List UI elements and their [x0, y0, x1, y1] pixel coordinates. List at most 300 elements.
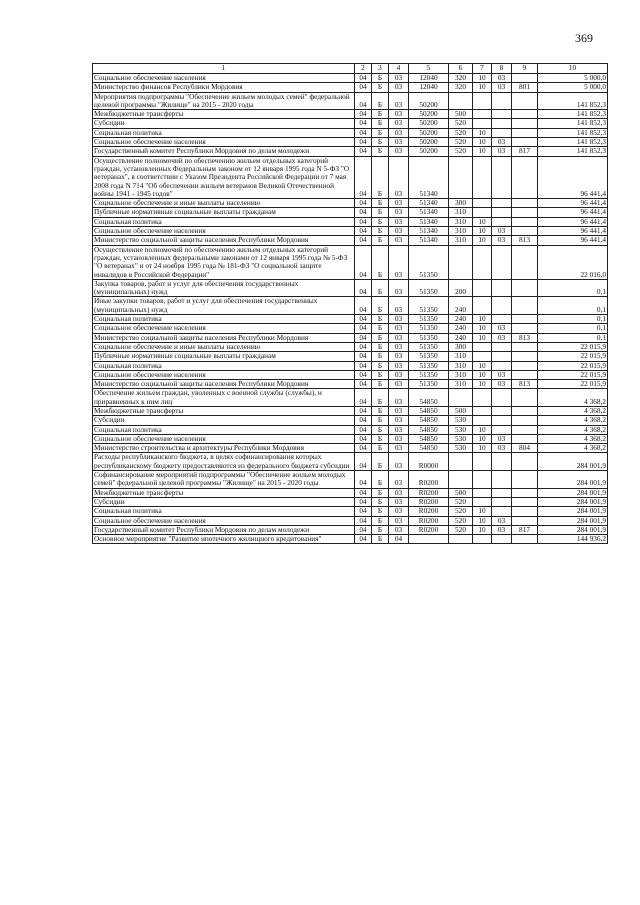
group-cell: 03	[389, 83, 409, 92]
row-name-cell: Социальная политика	[93, 315, 355, 324]
target-article-cell: 51340	[409, 217, 449, 226]
amount-cell: 4 368,2	[538, 425, 608, 434]
table-row	[93, 199, 608, 208]
group-cell: 03	[389, 119, 409, 128]
amount-cell: 22 015,9	[538, 380, 608, 389]
chapter-cell	[473, 342, 492, 351]
department-cell	[512, 138, 538, 147]
subchapter-cell	[492, 199, 512, 208]
subsection-cell: Б	[372, 245, 389, 279]
section-cell: 04	[355, 279, 372, 297]
chapter-cell	[473, 110, 492, 119]
chapter-cell	[473, 535, 492, 544]
table-row	[93, 352, 608, 361]
subchapter-cell: 03	[492, 236, 512, 245]
section-cell: 04	[355, 425, 372, 434]
row-name-cell: Социальная политика	[93, 217, 355, 226]
group-cell: 03	[389, 453, 409, 471]
column-header: 4	[389, 64, 409, 74]
amount-cell: 0,1	[538, 315, 608, 324]
table-row	[93, 147, 608, 156]
department-cell	[512, 279, 538, 297]
expense-type-cell: 530	[449, 425, 473, 434]
row-name-cell: Основное мероприятие "Развитие ипотечного жилищного кредитования"	[93, 535, 355, 544]
subsection-cell: Б	[372, 279, 389, 297]
row-name-cell: Мероприятия подпрограммы "Обеспечение жильем молодых семей" федеральной целевой программы "Жилище" на 2015 - 2020 годы	[93, 92, 355, 110]
target-article-cell: 51340	[409, 199, 449, 208]
chapter-cell	[473, 245, 492, 279]
target-article-cell: 51350	[409, 361, 449, 370]
target-article-cell: 51350	[409, 370, 449, 379]
amount-cell: 284 001,9	[538, 516, 608, 525]
section-cell: 04	[355, 245, 372, 279]
target-article-cell: 54850	[409, 406, 449, 415]
amount-cell: 4 368,2	[538, 389, 608, 407]
row-name-cell: Обеспечение жильем граждан, уволенных с военной службы (службы), и приравненных к ним лиц	[93, 389, 355, 407]
amount-cell: 0,1	[538, 333, 608, 342]
chapter-cell: 10	[473, 74, 492, 83]
chapter-cell	[473, 389, 492, 407]
expense-type-cell: 240	[449, 333, 473, 342]
expense-type-cell: 200	[449, 279, 473, 297]
amount-cell: 284 001,9	[538, 507, 608, 516]
group-cell: 03	[389, 525, 409, 534]
row-name-cell: Расходы республиканского бюджета, в целях софинансирования которых республиканскому бюджету предоставляются из федерального бюджета субсидии	[93, 453, 355, 471]
chapter-cell	[473, 199, 492, 208]
table-row	[93, 236, 608, 245]
target-article-cell: 51350	[409, 297, 449, 315]
target-article-cell: 54850	[409, 389, 449, 407]
chapter-cell	[473, 92, 492, 110]
subsection-cell: Б	[372, 74, 389, 83]
table-row	[93, 227, 608, 236]
amount-cell: 0,1	[538, 279, 608, 297]
row-name-cell: Субсидии	[93, 497, 355, 506]
group-cell: 03	[389, 92, 409, 110]
section-cell: 04	[355, 74, 372, 83]
department-cell: 813	[512, 333, 538, 342]
table-row	[93, 279, 608, 297]
group-cell: 03	[389, 74, 409, 83]
target-article-cell: 50200	[409, 128, 449, 137]
chapter-cell: 10	[473, 217, 492, 226]
target-article-cell: 51340	[409, 156, 449, 198]
amount-cell: 4 368,2	[538, 444, 608, 453]
column-header: 7	[473, 64, 492, 74]
group-cell: 03	[389, 227, 409, 236]
table-row	[93, 119, 608, 128]
department-cell	[512, 488, 538, 497]
department-cell	[512, 199, 538, 208]
department-cell	[512, 370, 538, 379]
subchapter-cell	[492, 245, 512, 279]
row-name-cell: Социальное обеспечение населения	[93, 227, 355, 236]
subsection-cell: Б	[372, 83, 389, 92]
section-cell: 04	[355, 406, 372, 415]
expense-type-cell: 310	[449, 380, 473, 389]
section-cell: 04	[355, 333, 372, 342]
chapter-cell: 10	[473, 370, 492, 379]
section-cell: 04	[355, 370, 372, 379]
row-name-cell: Межбюджетные трансферты	[93, 406, 355, 415]
group-cell: 03	[389, 315, 409, 324]
table-body	[93, 74, 608, 544]
expense-type-cell	[449, 245, 473, 279]
expense-type-cell: 520	[449, 497, 473, 506]
department-cell	[512, 361, 538, 370]
target-article-cell: 51350	[409, 315, 449, 324]
table-row	[93, 217, 608, 226]
row-name-cell: Социальное обеспечение населения	[93, 434, 355, 443]
target-article-cell	[409, 535, 449, 544]
subchapter-cell: 03	[492, 324, 512, 333]
department-cell: 817	[512, 525, 538, 534]
amount-cell: 5 000,0	[538, 74, 608, 83]
section-cell: 04	[355, 92, 372, 110]
table-row	[93, 245, 608, 279]
chapter-cell: 10	[473, 444, 492, 453]
section-cell: 04	[355, 352, 372, 361]
column-header: 2	[355, 64, 372, 74]
chapter-cell	[473, 119, 492, 128]
subsection-cell: Б	[372, 425, 389, 434]
target-article-cell: 50200	[409, 147, 449, 156]
section-cell: 04	[355, 497, 372, 506]
expense-type-cell: 310	[449, 227, 473, 236]
group-cell: 03	[389, 416, 409, 425]
table-row	[93, 370, 608, 379]
group-cell: 03	[389, 138, 409, 147]
chapter-cell: 10	[473, 83, 492, 92]
subchapter-cell	[492, 315, 512, 324]
subsection-cell: Б	[372, 535, 389, 544]
department-cell	[512, 434, 538, 443]
subchapter-cell	[492, 361, 512, 370]
target-article-cell: 54850	[409, 444, 449, 453]
expense-type-cell: 530	[449, 416, 473, 425]
row-name-cell: Субсидии	[93, 119, 355, 128]
chapter-cell	[473, 453, 492, 471]
subchapter-cell: 03	[492, 83, 512, 92]
column-header: 10	[538, 64, 608, 74]
group-cell: 03	[389, 217, 409, 226]
department-cell	[512, 74, 538, 83]
target-article-cell: 51340	[409, 236, 449, 245]
department-cell	[512, 507, 538, 516]
expense-type-cell: 310	[449, 236, 473, 245]
subsection-cell: Б	[372, 488, 389, 497]
row-name-cell: Социальное обеспечение населения	[93, 516, 355, 525]
department-cell	[512, 208, 538, 217]
row-name-cell: Социальное обеспечение населения	[93, 324, 355, 333]
amount-cell: 141 852,3	[538, 110, 608, 119]
section-cell: 04	[355, 227, 372, 236]
subsection-cell: Б	[372, 110, 389, 119]
department-cell	[512, 425, 538, 434]
table-row	[93, 507, 608, 516]
row-name-cell: Социальное обеспечение населения	[93, 370, 355, 379]
department-cell	[512, 453, 538, 471]
amount-cell: 144 936,2	[538, 535, 608, 544]
row-name-cell: Субсидии	[93, 416, 355, 425]
target-article-cell: 54850	[409, 434, 449, 443]
row-name-cell: Закупка товаров, работ и услуг для обеспечения государственных (муниципальных) нужд	[93, 279, 355, 297]
table-row	[93, 434, 608, 443]
department-cell	[512, 110, 538, 119]
expense-type-cell	[449, 535, 473, 544]
group-cell: 03	[389, 425, 409, 434]
table-row	[93, 525, 608, 534]
amount-cell: 96 441,4	[538, 199, 608, 208]
subsection-cell: Б	[372, 156, 389, 198]
target-article-cell: 51350	[409, 279, 449, 297]
subchapter-cell: 03	[492, 227, 512, 236]
row-name-cell: Министерство социальной защиты населения Республики Мордовия	[93, 380, 355, 389]
subsection-cell: Б	[372, 342, 389, 351]
section-cell: 04	[355, 147, 372, 156]
group-cell: 03	[389, 434, 409, 443]
chapter-cell: 10	[473, 236, 492, 245]
table-row	[93, 389, 608, 407]
amount-cell: 96 441,4	[538, 156, 608, 198]
subsection-cell: Б	[372, 92, 389, 110]
amount-cell: 4 368,2	[538, 406, 608, 415]
section-cell: 04	[355, 110, 372, 119]
amount-cell: 22 015,9	[538, 361, 608, 370]
table-row	[93, 138, 608, 147]
row-name-cell: Министерство социальной защиты населения Республики Мордовия	[93, 236, 355, 245]
expense-type-cell: 320	[449, 83, 473, 92]
subchapter-cell	[492, 416, 512, 425]
subchapter-cell: 03	[492, 516, 512, 525]
target-article-cell: 51350	[409, 380, 449, 389]
row-name-cell: Иные закупки товаров, работ и услуг для обеспечения государственных (муниципальных) нужд	[93, 297, 355, 315]
expense-type-cell: 520	[449, 128, 473, 137]
amount-cell: 141 852,3	[538, 147, 608, 156]
page-number: 369	[575, 31, 593, 45]
subsection-cell: Б	[372, 227, 389, 236]
section-cell: 04	[355, 516, 372, 525]
subchapter-cell	[492, 507, 512, 516]
amount-cell: 5 000,0	[538, 83, 608, 92]
department-cell	[512, 245, 538, 279]
section-cell: 04	[355, 380, 372, 389]
amount-cell: 22 016,0	[538, 245, 608, 279]
amount-cell: 284 001,9	[538, 488, 608, 497]
amount-cell: 96 441,4	[538, 217, 608, 226]
table-row	[93, 380, 608, 389]
target-article-cell: R0200	[409, 497, 449, 506]
row-name-cell: Осуществление полномочий по обеспечению жильем отдельных категорий граждан, установленных федеральными законами от 12 января 1995 года № 5-ФЗ "О ветеранах" и от 24 ноября 1995 года № 181-ФЗ "О социальной защите инвалидов в Российской Федерации"	[93, 245, 355, 279]
table-row	[93, 361, 608, 370]
group-cell: 03	[389, 208, 409, 217]
expense-type-cell: 530	[449, 444, 473, 453]
table-row	[93, 453, 608, 471]
subchapter-cell	[492, 389, 512, 407]
department-cell	[512, 297, 538, 315]
section-cell: 04	[355, 199, 372, 208]
chapter-cell	[473, 208, 492, 217]
expense-type-cell: 310	[449, 208, 473, 217]
expense-type-cell: 300	[449, 199, 473, 208]
section-cell: 04	[355, 119, 372, 128]
subsection-cell: Б	[372, 128, 389, 137]
section-cell: 04	[355, 444, 372, 453]
row-name-cell: Министерство социальной защиты населения Республики Мордовия	[93, 333, 355, 342]
row-name-cell: Министерство финансов Республики Мордовия	[93, 83, 355, 92]
department-cell	[512, 497, 538, 506]
table-row	[93, 156, 608, 198]
subchapter-cell: 03	[492, 138, 512, 147]
group-cell: 03	[389, 128, 409, 137]
row-name-cell: Министерство строительства и архитектуры Республики Мордовия	[93, 444, 355, 453]
section-cell: 04	[355, 83, 372, 92]
subchapter-cell: 03	[492, 434, 512, 443]
row-name-cell: Социальное обеспечение и иные выплаты населению	[93, 199, 355, 208]
column-header: 1	[93, 64, 355, 74]
table-row	[93, 425, 608, 434]
department-cell	[512, 416, 538, 425]
group-cell: 03	[389, 380, 409, 389]
row-name-cell: Публичные нормативные социальные выплаты гражданам	[93, 352, 355, 361]
subsection-cell: Б	[372, 525, 389, 534]
row-name-cell: Государственный комитет Республики Мордовия по делам молодежи	[93, 147, 355, 156]
group-cell: 03	[389, 342, 409, 351]
row-name-cell: Межбюджетные трансферты	[93, 488, 355, 497]
target-article-cell: R0200	[409, 525, 449, 534]
department-cell: 801	[512, 83, 538, 92]
subsection-cell: Б	[372, 370, 389, 379]
subsection-cell: Б	[372, 138, 389, 147]
target-article-cell: 12040	[409, 74, 449, 83]
subchapter-cell: 03	[492, 444, 512, 453]
subsection-cell: Б	[372, 208, 389, 217]
expense-type-cell: 240	[449, 315, 473, 324]
row-name-cell: Государственный комитет Республики Мордовия по делам молодежи	[93, 525, 355, 534]
chapter-cell	[473, 406, 492, 415]
chapter-cell: 10	[473, 525, 492, 534]
expense-type-cell: 240	[449, 297, 473, 315]
table-row	[93, 471, 608, 489]
expense-type-cell: 520	[449, 516, 473, 525]
subsection-cell: Б	[372, 416, 389, 425]
subsection-cell: Б	[372, 380, 389, 389]
amount-cell: 284 001,9	[538, 525, 608, 534]
department-cell: 817	[512, 147, 538, 156]
amount-cell: 284 001,9	[538, 453, 608, 471]
subsection-cell: Б	[372, 352, 389, 361]
subchapter-cell: 03	[492, 380, 512, 389]
section-cell: 04	[355, 471, 372, 489]
subchapter-cell	[492, 279, 512, 297]
target-article-cell: 51350	[409, 245, 449, 279]
target-article-cell: 50200	[409, 110, 449, 119]
section-cell: 04	[355, 297, 372, 315]
expense-type-cell: 310	[449, 370, 473, 379]
amount-cell: 284 001,9	[538, 497, 608, 506]
subchapter-cell: 03	[492, 333, 512, 342]
target-article-cell: 54850	[409, 425, 449, 434]
department-cell	[512, 92, 538, 110]
row-name-cell: Публичные нормативные социальные выплаты гражданам	[93, 208, 355, 217]
target-article-cell: 54850	[409, 416, 449, 425]
table-row	[93, 83, 608, 92]
subchapter-cell	[492, 406, 512, 415]
group-cell: 03	[389, 444, 409, 453]
row-name-cell: Софинансирование мероприятий подпрограммы "Обеспечение жильем молодых семей" федеральной целевой программы "Жилище" на 2015 - 2020 годы	[93, 471, 355, 489]
subsection-cell: Б	[372, 389, 389, 407]
group-cell: 03	[389, 333, 409, 342]
section-cell: 04	[355, 342, 372, 351]
target-article-cell: 51350	[409, 352, 449, 361]
subchapter-cell: 03	[492, 525, 512, 534]
department-cell	[512, 324, 538, 333]
expense-type-cell: 520	[449, 138, 473, 147]
expense-type-cell	[449, 471, 473, 489]
subsection-cell: Б	[372, 434, 389, 443]
column-header: 9	[512, 64, 538, 74]
target-article-cell: 51350	[409, 342, 449, 351]
chapter-cell: 10	[473, 434, 492, 443]
expense-type-cell: 520	[449, 119, 473, 128]
department-cell	[512, 352, 538, 361]
expense-type-cell	[449, 389, 473, 407]
subsection-cell: Б	[372, 507, 389, 516]
department-cell	[512, 217, 538, 226]
subsection-cell: Б	[372, 453, 389, 471]
row-name-cell: Межбюджетные трансферты	[93, 110, 355, 119]
chapter-cell: 10	[473, 507, 492, 516]
section-cell: 04	[355, 453, 372, 471]
chapter-cell: 10	[473, 227, 492, 236]
amount-cell: 96 441,4	[538, 227, 608, 236]
subsection-cell: Б	[372, 333, 389, 342]
department-cell	[512, 119, 538, 128]
target-article-cell: R0200	[409, 516, 449, 525]
section-cell: 04	[355, 525, 372, 534]
group-cell: 03	[389, 199, 409, 208]
section-cell: 04	[355, 128, 372, 137]
table-row	[93, 110, 608, 119]
table-row	[93, 416, 608, 425]
target-article-cell: 50200	[409, 138, 449, 147]
section-cell: 04	[355, 208, 372, 217]
budget-table	[92, 63, 608, 544]
table-row	[93, 535, 608, 544]
chapter-cell	[473, 488, 492, 497]
amount-cell: 141 852,3	[538, 119, 608, 128]
expense-type-cell: 500	[449, 110, 473, 119]
amount-cell: 96 441,4	[538, 236, 608, 245]
subsection-cell: Б	[372, 297, 389, 315]
subchapter-cell	[492, 297, 512, 315]
column-header: 5	[409, 64, 449, 74]
amount-cell: 96 441,4	[538, 208, 608, 217]
amount-cell: 4 368,2	[538, 434, 608, 443]
table-row	[93, 128, 608, 137]
table-row	[93, 497, 608, 506]
group-cell: 03	[389, 297, 409, 315]
subchapter-cell	[492, 342, 512, 351]
section-cell: 04	[355, 434, 372, 443]
amount-cell: 284 001,9	[538, 471, 608, 489]
group-cell: 03	[389, 516, 409, 525]
chapter-cell: 10	[473, 361, 492, 370]
section-cell: 04	[355, 488, 372, 497]
expense-type-cell: 310	[449, 217, 473, 226]
department-cell	[512, 342, 538, 351]
department-cell	[512, 516, 538, 525]
